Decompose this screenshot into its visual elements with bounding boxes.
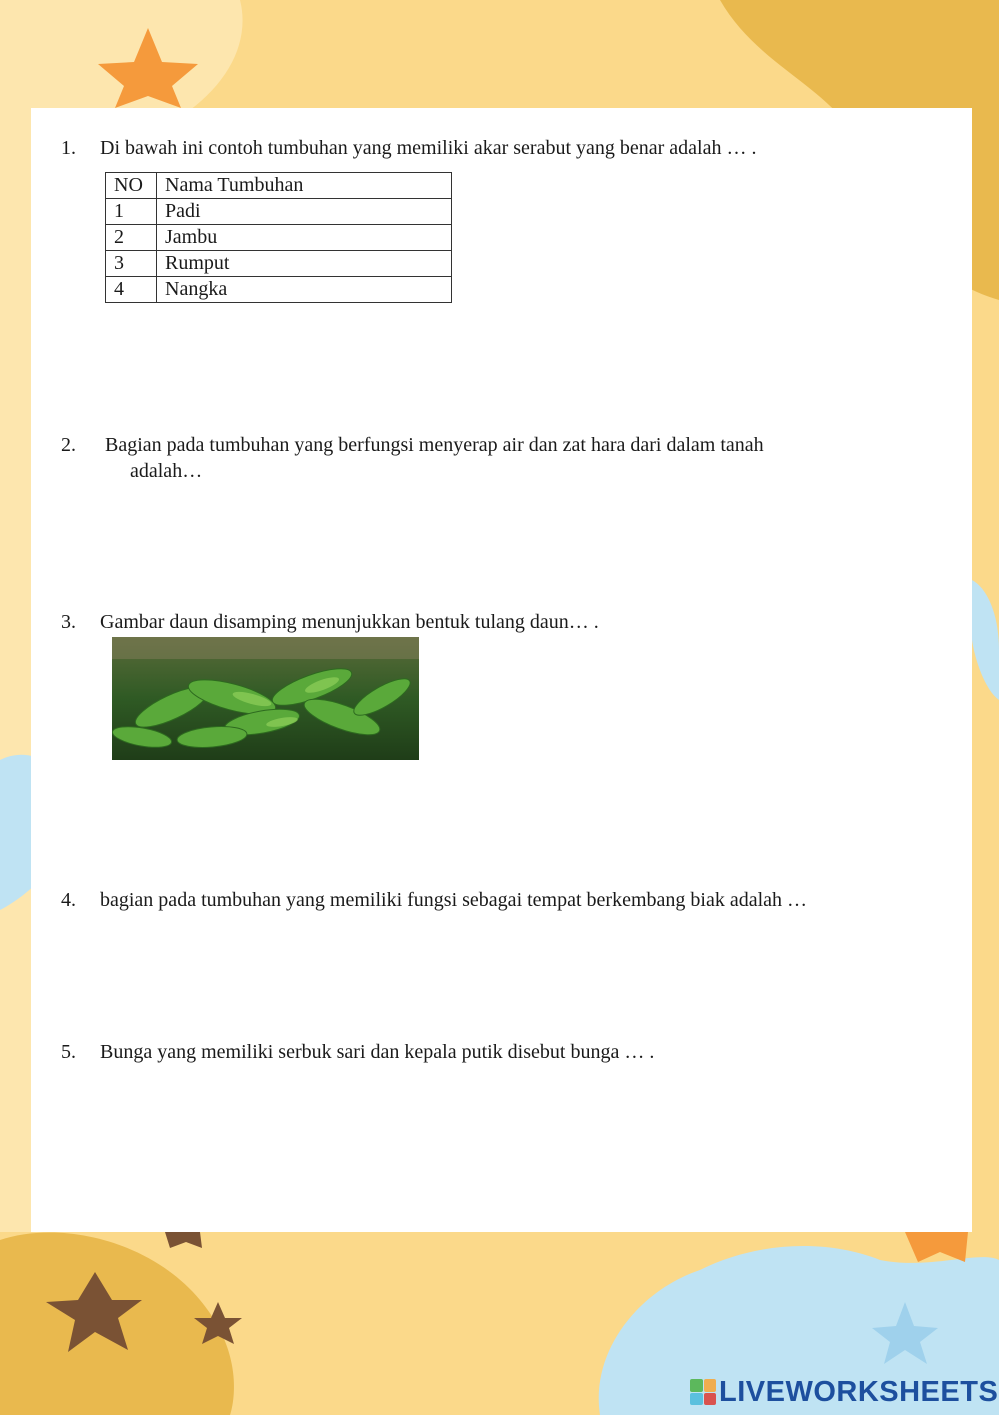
question-text: Di bawah ini contoh tumbuhan yang memiliki akar serabut yang benar adalah … . xyxy=(100,137,757,159)
table-header-cell: Nama Tumbuhan xyxy=(157,173,452,199)
table-cell: 1 xyxy=(106,199,157,225)
left-margin-band xyxy=(0,110,31,1232)
question-text-continuation: adalah… xyxy=(130,460,203,482)
question-number: 1. xyxy=(61,137,76,159)
table-row xyxy=(106,277,452,303)
liveworksheets-brand[interactable] xyxy=(690,1376,998,1408)
question-text: bagian pada tumbuhan yang memiliki fungsi sebagai tempat berkembang biak adalah … xyxy=(100,889,808,911)
table-header-cell: NO xyxy=(106,173,157,199)
liveworksheets-logo-icon xyxy=(690,1379,716,1405)
table-cell: Nangka xyxy=(157,277,452,303)
question-number: 2. xyxy=(61,434,76,456)
question-number: 4. xyxy=(61,889,76,911)
question-text: Gambar daun disamping menunjukkan bentuk tulang daun… . xyxy=(100,611,599,633)
cassava-leaf-image xyxy=(112,637,419,760)
table-cell: 4 xyxy=(106,277,157,303)
table-cell: Rumput xyxy=(157,251,452,277)
question-number: 5. xyxy=(61,1041,76,1063)
table-cell: Padi xyxy=(157,199,452,225)
table-cell: 2 xyxy=(106,225,157,251)
table-row xyxy=(106,251,452,277)
plant-table xyxy=(105,172,452,303)
question-number: 3. xyxy=(61,611,76,633)
table-header-row xyxy=(106,173,452,199)
brand-name: LIVEWORKSHEETS xyxy=(719,1375,999,1408)
table-cell: 3 xyxy=(106,251,157,277)
table-row xyxy=(106,199,452,225)
question-text: Bunga yang memiliki serbuk sari dan kepala putik disebut bunga … . xyxy=(100,1041,655,1063)
table-cell: Jambu xyxy=(157,225,452,251)
table-row xyxy=(106,225,452,251)
question-text: Bagian pada tumbuhan yang berfungsi menyerap air dan zat hara dari dalam tanah xyxy=(105,434,764,456)
